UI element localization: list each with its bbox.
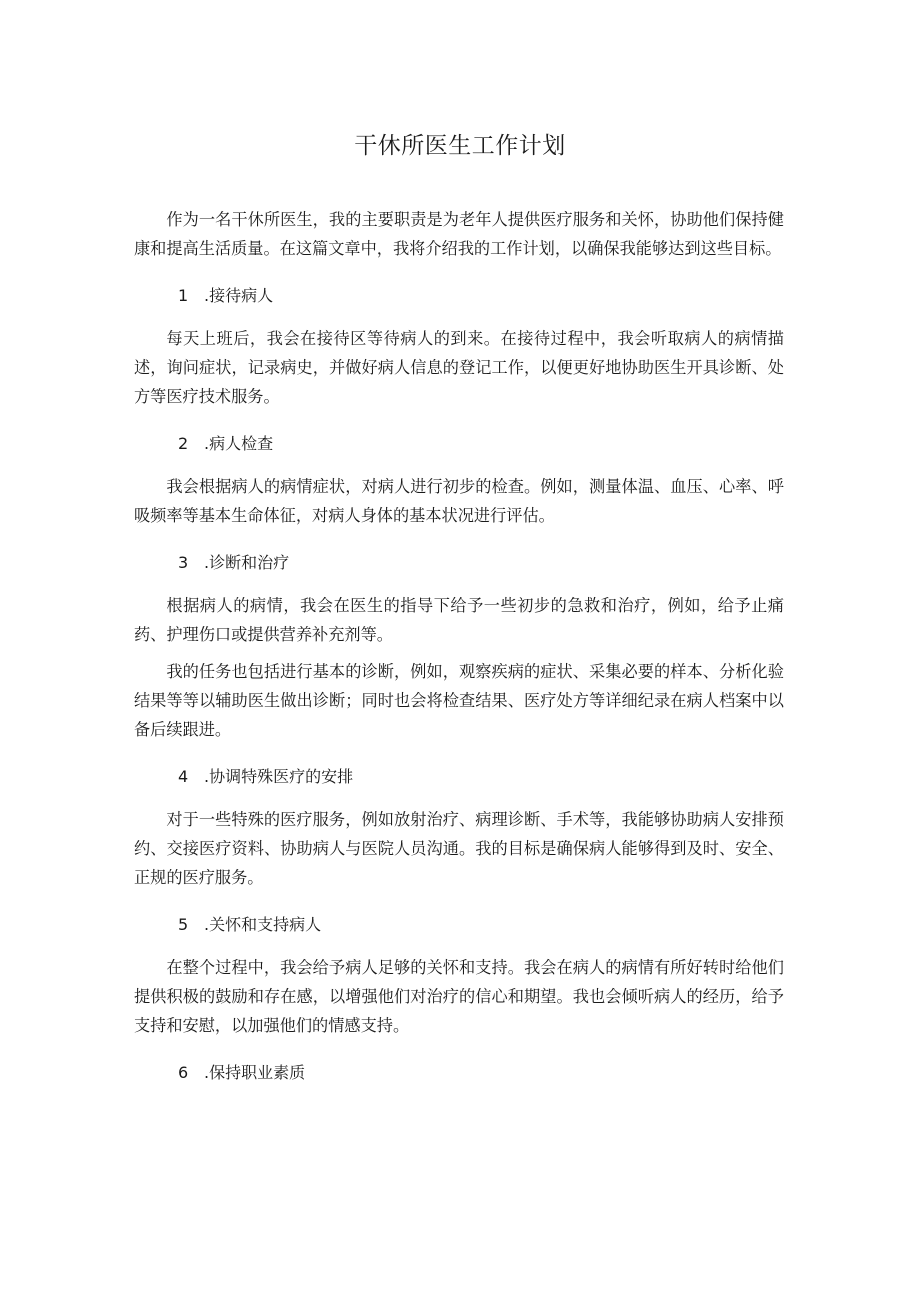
section-4-paragraph: 对于一些特殊的医疗服务，例如放射治疗、病理诊断、手术等，我能够协助病人安排预约、交接医疗资料、协助病人与医院人员沟通。我的目标是确保病人能够得到及时、安全、正规的医疗服务。 bbox=[134, 810, 784, 887]
section-5-paragraph: 在整个过程中，我会给予病人足够的关怀和支持。我会在病人的病情有所好转时给他们提供积极的鼓励和存在感，以增强他们对治疗的信心和期望。我也会倾听病人的经历，给予支持和安慰，以加强他们的情感支持。 bbox=[134, 958, 784, 1035]
section-number: 3 bbox=[178, 553, 189, 572]
section-title: .保持职业素质 bbox=[204, 1063, 306, 1082]
document-body bbox=[134, 205, 784, 1087]
section-number: 2 bbox=[178, 434, 189, 453]
section-title: .病人检查 bbox=[204, 434, 274, 453]
section-1-paragraph: 每天上班后，我会在接待区等待病人的到来。在接待过程中，我会听取病人的病情描述，询问症状，记录病史，并做好病人信息的登记工作，以便更好地协助医生开具诊断、处方等医疗技术服务。 bbox=[134, 329, 784, 406]
section-title: .关怀和支持病人 bbox=[204, 915, 322, 934]
section-3-paragraph-1: 根据病人的病情，我会在医生的指导下给予一些初步的急救和治疗，例如，给予止痛药、护理伤口或提供营养补充剂等。 bbox=[134, 596, 784, 644]
section-heading-3 bbox=[134, 548, 784, 577]
section-number: 4 bbox=[178, 767, 189, 786]
section-heading-1 bbox=[134, 281, 784, 310]
section-2-paragraph: 我会根据病人的病情症状，对病人进行初步的检查。例如，测量体温、血压、心率、呼吸频率等基本生命体征，对病人身体的基本状况进行评估。 bbox=[134, 477, 784, 525]
intro-paragraph: 作为一名干休所医生，我的主要职责是为老年人提供医疗服务和关怀，协助他们保持健康和提高生活质量。在这篇文章中，我将介绍我的工作计划，以确保我能够达到这些目标。 bbox=[134, 210, 784, 258]
section-heading-4 bbox=[134, 762, 784, 791]
section-title: .协调特殊医疗的安排 bbox=[204, 767, 354, 786]
section-heading-2 bbox=[134, 429, 784, 458]
section-heading-5 bbox=[134, 910, 784, 939]
section-heading-6 bbox=[134, 1058, 784, 1087]
section-3-paragraph-2: 我的任务也包括进行基本的诊断，例如，观察疾病的症状、采集必要的样本、分析化验结果等等以辅助医生做出诊断；同时也会将检查结果、医疗处方等详细纪录在病人档案中以备后续跟进。 bbox=[134, 662, 784, 739]
section-title: .诊断和治疗 bbox=[204, 553, 290, 572]
section-number: 5 bbox=[178, 915, 189, 934]
section-number: 1 bbox=[178, 286, 189, 305]
document-title: 干休所医生工作计划 bbox=[354, 133, 566, 159]
section-number: 6 bbox=[178, 1063, 189, 1082]
section-title: .接待病人 bbox=[204, 286, 274, 305]
